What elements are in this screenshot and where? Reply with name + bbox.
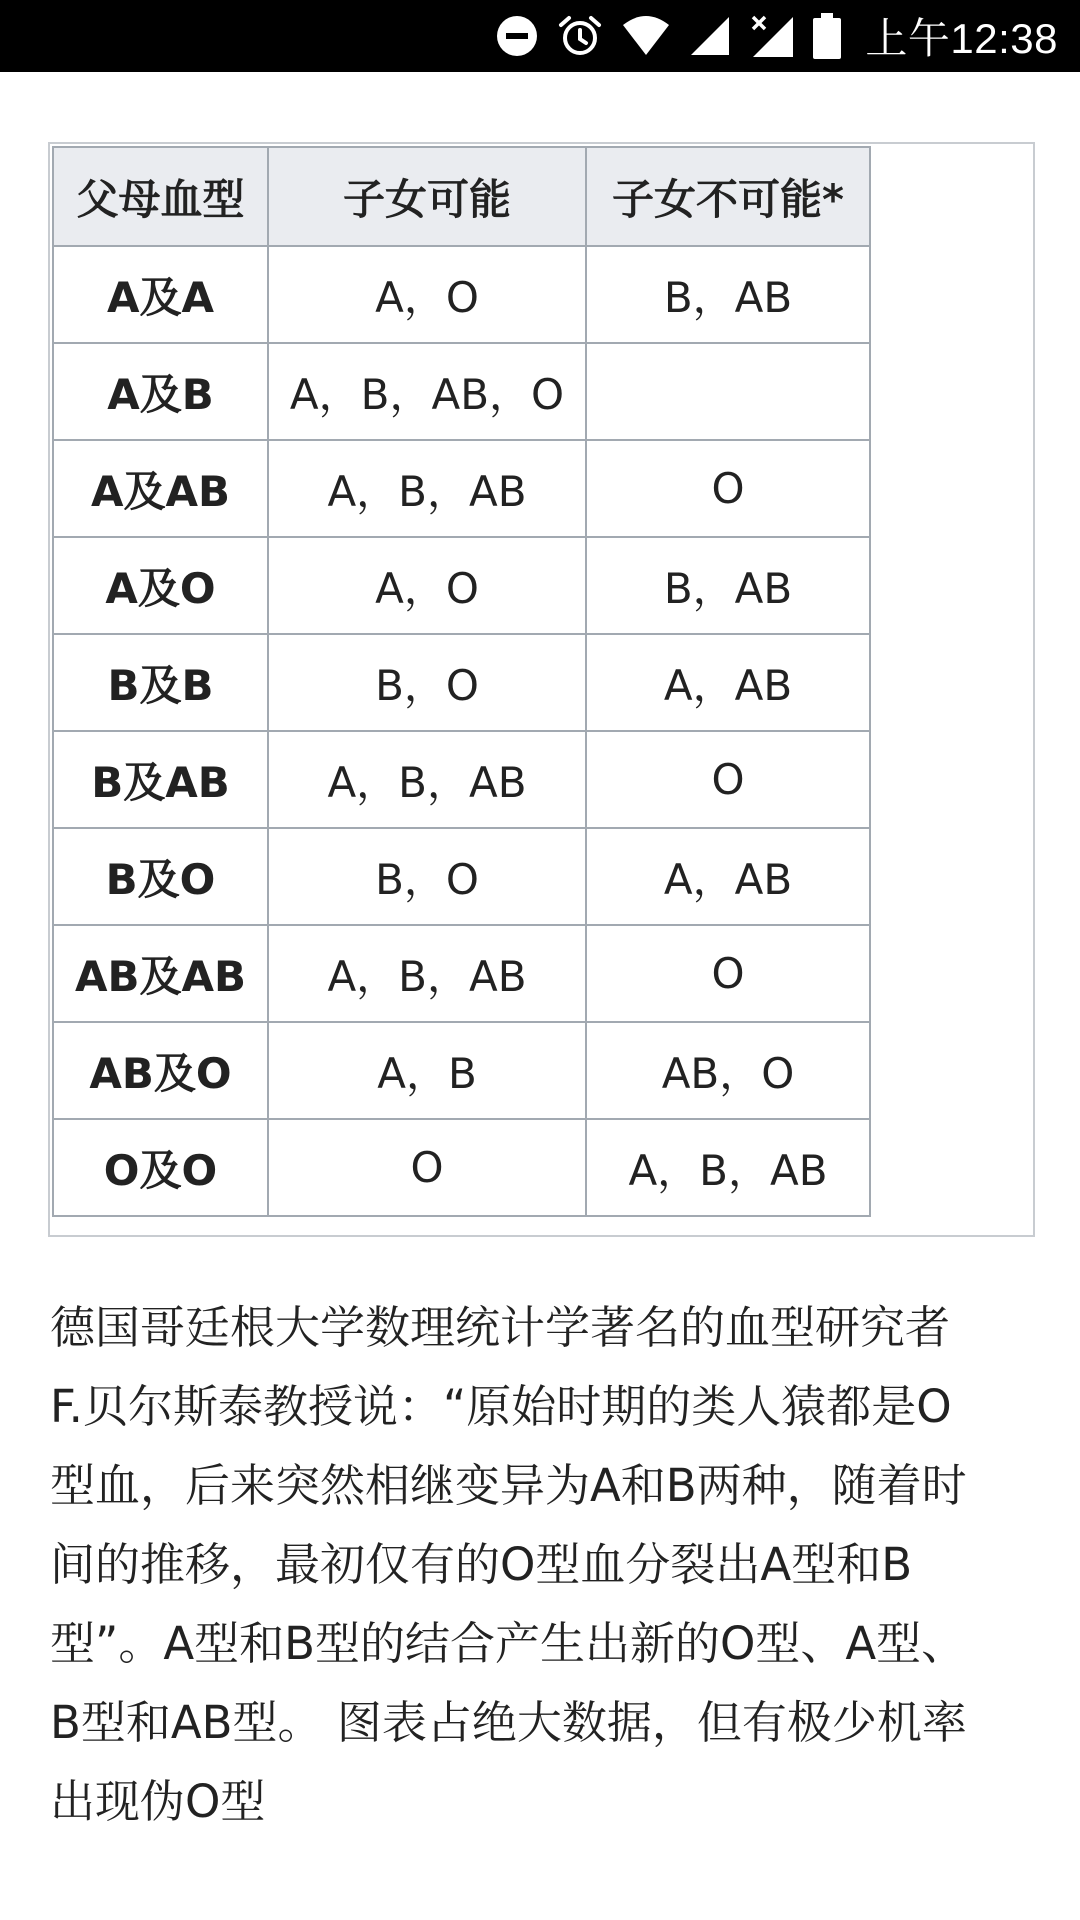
- row-impossible: A，AB: [586, 634, 870, 731]
- article-paragraph: [50, 1288, 1030, 1841]
- signal-icon: [689, 15, 731, 57]
- paragraph-line: 出现伪O型: [50, 1775, 266, 1828]
- row-parents: A及AB: [53, 440, 268, 537]
- table-row: [53, 246, 870, 343]
- header-impossible: 子女不可能*: [586, 147, 870, 246]
- header-possible: 子女可能: [268, 147, 586, 246]
- row-possible: A，B: [268, 1022, 586, 1119]
- table-row: [53, 440, 870, 537]
- table-row: [53, 343, 870, 440]
- row-possible: A，O: [268, 246, 586, 343]
- row-parents: AB及AB: [53, 925, 268, 1022]
- row-possible: A，B，AB，O: [268, 343, 586, 440]
- row-possible: A，B，AB: [268, 731, 586, 828]
- table-row: [53, 537, 870, 634]
- clock: 上午12:38: [865, 15, 1058, 62]
- signal-no-sim-icon: [749, 13, 795, 59]
- row-parents: B及AB: [53, 731, 268, 828]
- row-possible: B，O: [268, 828, 586, 925]
- status-bar: [0, 0, 1080, 72]
- row-parents: A及O: [53, 537, 268, 634]
- row-impossible: A，B，AB: [586, 1119, 870, 1216]
- row-impossible: A，AB: [586, 828, 870, 925]
- row-possible: A，B，AB: [268, 925, 586, 1022]
- table-row: [53, 1119, 870, 1216]
- row-possible: B，O: [268, 634, 586, 731]
- table-row: [53, 634, 870, 731]
- row-possible: O: [268, 1119, 586, 1216]
- row-impossible: AB，O: [586, 1022, 870, 1119]
- row-parents: A及A: [53, 246, 268, 343]
- row-impossible: B，AB: [586, 537, 870, 634]
- paragraph-line: 间的推移，最初仅有的O型血分裂出A型和B: [50, 1538, 913, 1591]
- row-parents: B及B: [53, 634, 268, 731]
- row-parents: B及O: [53, 828, 268, 925]
- paragraph-line: B型和AB型。 图表占绝大数据，但有极少机率: [50, 1696, 967, 1749]
- row-parents: A及B: [53, 343, 268, 440]
- row-parents: O及O: [53, 1119, 268, 1216]
- paragraph-line: 德国哥廷根大学数理统计学著名的血型研究者: [50, 1301, 951, 1354]
- paragraph-line: 型”。A型和B型的结合产生出新的O型、A型、: [50, 1617, 967, 1670]
- wifi-icon: [621, 15, 671, 57]
- status-icons: [495, 0, 1058, 72]
- row-impossible: B，AB: [586, 246, 870, 343]
- paragraph-line: F.贝尔斯泰教授说：“原始时期的类人猿都是O: [50, 1380, 952, 1433]
- row-impossible: O: [586, 440, 870, 537]
- table-row: [53, 828, 870, 925]
- blood-type-table-container: [48, 142, 1035, 1237]
- table-row: [53, 925, 870, 1022]
- row-possible: A，B，AB: [268, 440, 586, 537]
- row-impossible: [586, 343, 870, 440]
- table-row: [53, 1022, 870, 1119]
- battery-icon: [813, 13, 841, 59]
- table-header-row: [53, 147, 870, 246]
- header-parents: 父母血型: [53, 147, 268, 246]
- table-row: [53, 731, 870, 828]
- row-impossible: O: [586, 731, 870, 828]
- row-parents: AB及O: [53, 1022, 268, 1119]
- blood-type-table: [52, 146, 871, 1217]
- alarm-icon: [557, 13, 603, 59]
- paragraph-line: 型血，后来突然相继变异为A和B两种，随着时: [50, 1459, 967, 1512]
- row-impossible: O: [586, 925, 870, 1022]
- do-not-disturb-icon: [495, 14, 539, 58]
- row-possible: A，O: [268, 537, 586, 634]
